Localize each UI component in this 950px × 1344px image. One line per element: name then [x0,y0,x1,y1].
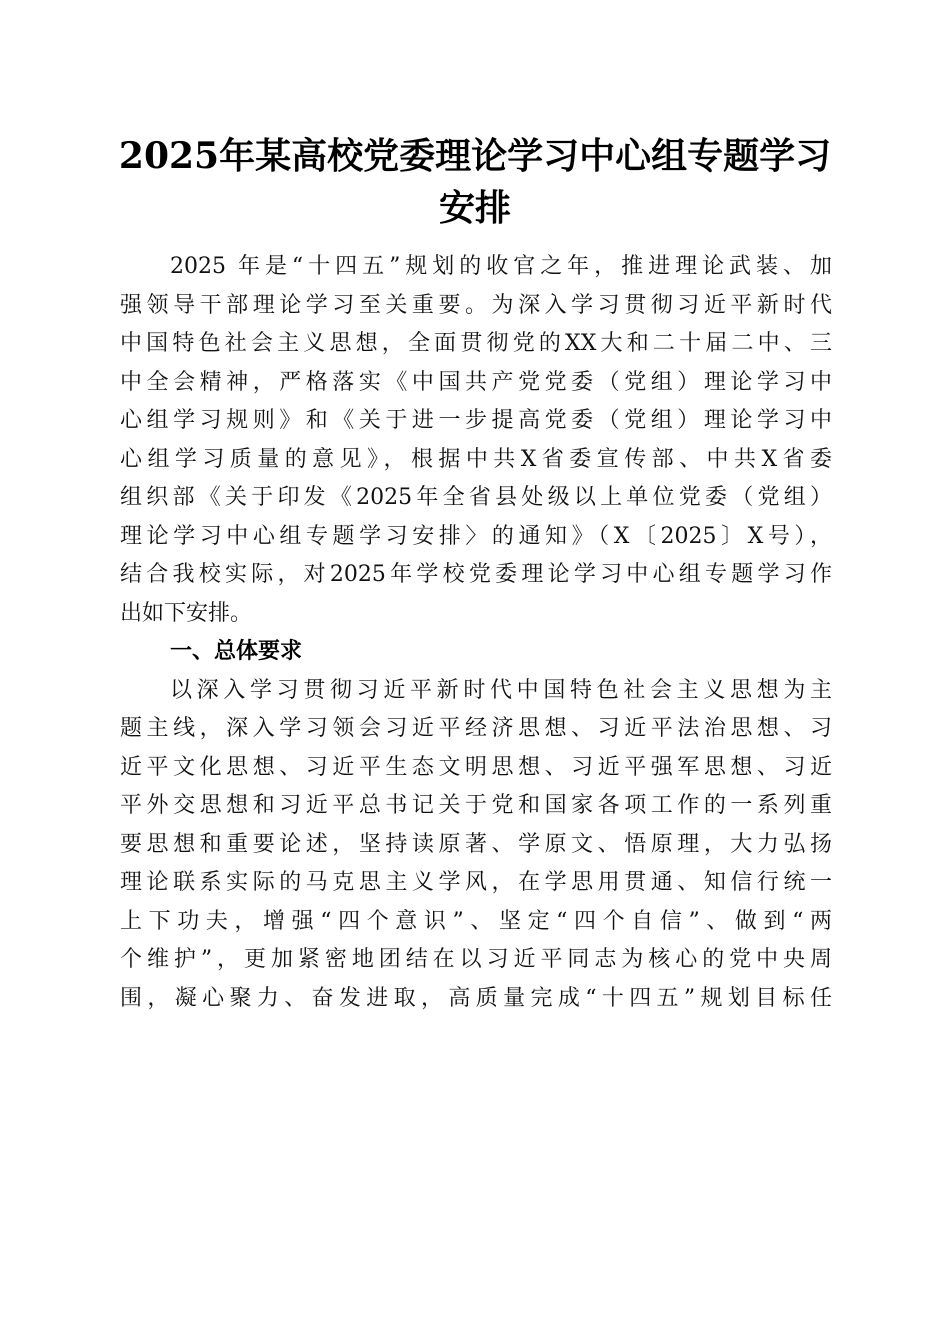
document-body [120,248,832,1018]
section-paragraph-line: 围，凝心聚力、奋发进取，高质量完成“十四五”规划目标任 [120,985,832,1011]
section-paragraph-line: 平外交思想和习近平总书记关于党和国家各项工作的一系列重 [120,793,832,818]
intro-paragraph-line: 理论学习中心组专题学习安排〉的通知》（X〔2025〕X号）， [120,523,832,549]
intro-paragraph-line: 出如下安排。 [120,600,253,626]
section-paragraph-line: 上下功夫，增强“四个意识”、坚定“四个自信”、做到“两 [120,908,832,934]
section-paragraph-line: 要思想和重要论述，坚持读原著、学原文、悟原理，大力弘扬 [120,831,832,857]
intro-paragraph-line: 强领导干部理论学习至关重要。为深入学习贯彻习近平新时代 [120,292,832,318]
section-heading-general-requirements: 一、总体要求 [170,639,303,664]
section-paragraph-line: 题主线，深入学习领会习近平经济思想、习近平法治思想、习 [120,716,832,741]
intro-paragraph-line: 组织部《关于印发《2025年全省县处级以上单位党委（党组） [120,485,832,510]
intro-paragraph-line: 结合我校实际，对2025年学校党委理论学习中心组专题学习作 [120,562,832,587]
section-paragraph-line: 理论联系实际的马克思主义学风，在学思用贯通、知信行统一 [120,870,832,895]
section-paragraph-line: 以深入学习贯彻习近平新时代中国特色社会主义思想为主 [170,677,832,703]
intro-paragraph-line: 心组学习质量的意见》，根据中共X省委宣传部、中共X省委 [120,446,832,472]
intro-paragraph-line: 2025 年是“十四五”规划的收官之年，推进理论武装、加 [170,254,832,279]
section-paragraph-line: 近平文化思想、习近平生态文明思想、习近平强军思想、习近 [120,754,832,780]
section-paragraph-line: 个维护”，更加紧密地团结在以习近平同志为核心的党中央周 [120,947,832,972]
intro-paragraph-line: 中全会精神，严格落实《中国共产党党委（党组）理论学习中 [120,369,832,395]
intro-paragraph-line: 中国特色社会主义思想，全面贯彻党的XX大和二十届二中、三 [120,331,832,356]
document-title [100,130,850,234]
document-title-line-1: 2025年某高校党委理论学习中心组专题学习 [118,135,832,177]
document-title-line-2: 安排 [438,187,511,229]
intro-paragraph-line: 心组学习规则》和《关于进一步提高党委（党组）理论学习中 [120,408,832,433]
